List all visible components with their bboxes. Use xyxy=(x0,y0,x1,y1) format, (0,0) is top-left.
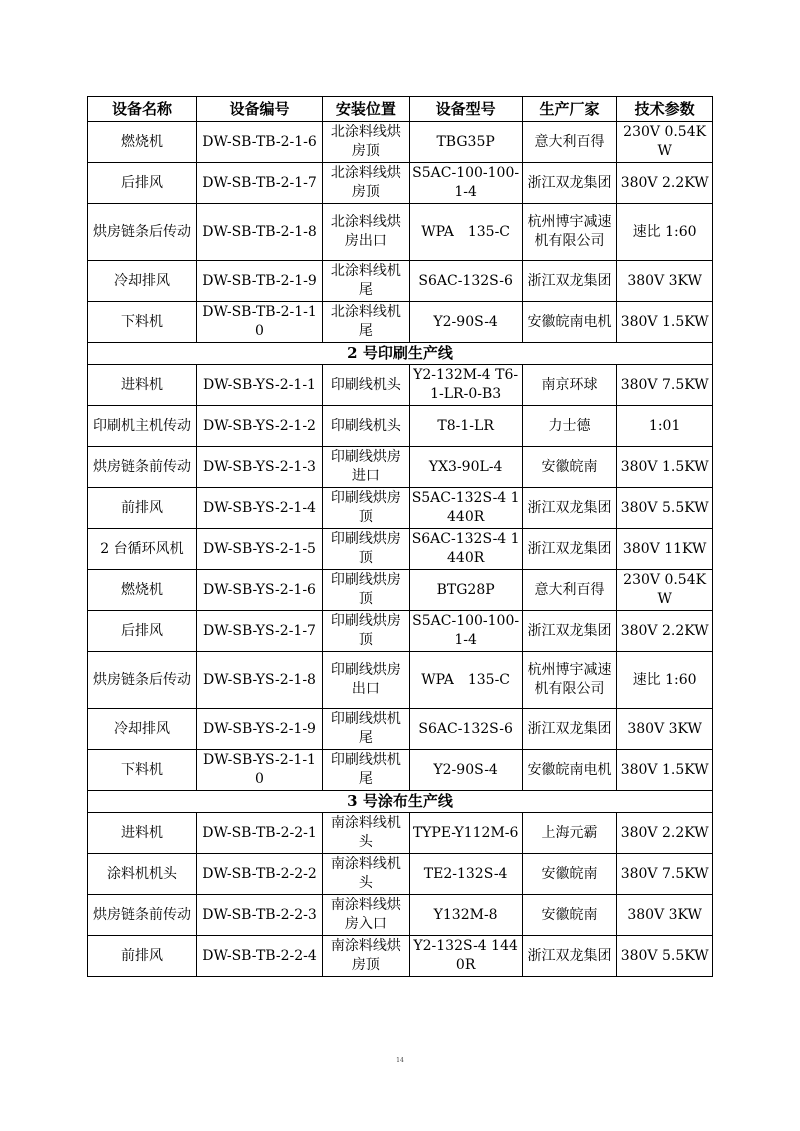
section-row xyxy=(88,343,713,365)
table-cell: Y2-132M-4 T6-1-LR-0-B3 xyxy=(409,365,522,406)
header-cell: 生产厂家 xyxy=(522,97,617,122)
table-row xyxy=(88,488,713,529)
table-cell: DW-SB-YS-2-1-10 xyxy=(196,750,322,791)
table-row xyxy=(88,652,713,709)
header-cell: 设备编号 xyxy=(196,97,322,122)
table-cell: 速比 1:60 xyxy=(617,652,713,709)
table-cell: 380V 3KW xyxy=(617,709,713,750)
table-cell: 380V 1.5KW xyxy=(617,447,713,488)
table-cell: YX3-90L-4 xyxy=(409,447,522,488)
table-cell: 380V 11KW xyxy=(617,529,713,570)
table-cell: 印刷线烘房进口 xyxy=(323,447,410,488)
table-cell: DW-SB-YS-2-1-2 xyxy=(196,406,322,447)
table-cell: 380V 5.5KW xyxy=(617,936,713,977)
table-row xyxy=(88,447,713,488)
table-cell: 北涂料线烘房顶 xyxy=(323,163,410,204)
table-cell: 北涂料线烘房出口 xyxy=(323,204,410,261)
table-header-row xyxy=(88,97,713,122)
table-cell: 印刷线烘房顶 xyxy=(323,488,410,529)
table-cell: 南涂料线机头 xyxy=(323,813,410,854)
table-cell: TE2-132S-4 xyxy=(409,854,522,895)
table-row xyxy=(88,936,713,977)
table-cell: DW-SB-TB-2-1-9 xyxy=(196,261,322,302)
table-cell: 380V 2.2KW xyxy=(617,813,713,854)
table-cell: 浙江双龙集团 xyxy=(522,709,617,750)
table-cell: 浙江双龙集团 xyxy=(522,163,617,204)
table-cell: 印刷线烘房出口 xyxy=(323,652,410,709)
table-cell: 380V 5.5KW xyxy=(617,488,713,529)
table-row xyxy=(88,854,713,895)
table-body xyxy=(88,122,713,977)
equipment-table xyxy=(87,96,713,977)
table-row xyxy=(88,122,713,163)
section-title: 2 号印刷生产线 xyxy=(88,343,713,365)
table-cell: DW-SB-YS-2-1-5 xyxy=(196,529,322,570)
table-cell: 北涂料线机尾 xyxy=(323,261,410,302)
table-cell: 前排风 xyxy=(88,936,197,977)
table-cell: 安徽皖南 xyxy=(522,854,617,895)
table-cell: 杭州博宇减速机有限公司 xyxy=(522,204,617,261)
table-cell: 印刷线烘房顶 xyxy=(323,611,410,652)
table-row xyxy=(88,163,713,204)
table-cell: DW-SB-YS-2-1-8 xyxy=(196,652,322,709)
table-cell: 浙江双龙集团 xyxy=(522,488,617,529)
header-cell: 技术参数 xyxy=(617,97,713,122)
table-cell: DW-SB-TB-2-1-10 xyxy=(196,302,322,343)
table-cell: 燃烧机 xyxy=(88,570,197,611)
section-title: 3 号涂布生产线 xyxy=(88,791,713,813)
table-cell: 2 台循环风机 xyxy=(88,529,197,570)
table-cell: DW-SB-TB-2-2-3 xyxy=(196,895,322,936)
table-cell: 1:01 xyxy=(617,406,713,447)
table-cell: DW-SB-YS-2-1-6 xyxy=(196,570,322,611)
table-cell: 浙江双龙集团 xyxy=(522,936,617,977)
table-cell: 涂料机机头 xyxy=(88,854,197,895)
table-cell: 380V 1.5KW xyxy=(617,302,713,343)
table-cell: 前排风 xyxy=(88,488,197,529)
table-cell: 380V 3KW xyxy=(617,261,713,302)
table-cell: DW-SB-TB-2-2-1 xyxy=(196,813,322,854)
table-cell: 速比 1:60 xyxy=(617,204,713,261)
table-cell: 印刷线烘机尾 xyxy=(323,750,410,791)
table-row xyxy=(88,365,713,406)
table-cell: S6AC-132S-4 1440R xyxy=(409,529,522,570)
table-cell: 下料机 xyxy=(88,750,197,791)
table-cell: DW-SB-YS-2-1-4 xyxy=(196,488,322,529)
table-cell: S6AC-132S-6 xyxy=(409,709,522,750)
table-row xyxy=(88,529,713,570)
table-cell: 印刷线机头 xyxy=(323,406,410,447)
table-cell: 燃烧机 xyxy=(88,122,197,163)
table-cell: 上海元霸 xyxy=(522,813,617,854)
table-cell: 进料机 xyxy=(88,365,197,406)
header-cell: 安装位置 xyxy=(323,97,410,122)
table-cell: 印刷线烘房顶 xyxy=(323,529,410,570)
table-cell: 安徽皖南 xyxy=(522,447,617,488)
table-cell: 冷却排风 xyxy=(88,709,197,750)
table-cell: 南涂料线机头 xyxy=(323,854,410,895)
table-cell: 意大利百得 xyxy=(522,570,617,611)
table-cell: Y132M-8 xyxy=(409,895,522,936)
table-cell: 南涂料线烘房入口 xyxy=(323,895,410,936)
header-cell: 设备名称 xyxy=(88,97,197,122)
table-cell: 后排风 xyxy=(88,163,197,204)
table-cell: 380V 2.2KW xyxy=(617,611,713,652)
table-cell: DW-SB-TB-2-2-4 xyxy=(196,936,322,977)
table-cell: 冷却排风 xyxy=(88,261,197,302)
table-cell: 380V 3KW xyxy=(617,895,713,936)
table-cell: 380V 1.5KW xyxy=(617,750,713,791)
table-cell: 烘房链条后传动 xyxy=(88,652,197,709)
table-cell: 下料机 xyxy=(88,302,197,343)
table-cell: 意大利百得 xyxy=(522,122,617,163)
table-cell: WPA 135-C xyxy=(409,204,522,261)
table-cell: DW-SB-YS-2-1-7 xyxy=(196,611,322,652)
table-cell: 印刷线机头 xyxy=(323,365,410,406)
table-row xyxy=(88,611,713,652)
table-cell: 380V 2.2KW xyxy=(617,163,713,204)
table-cell: 380V 7.5KW xyxy=(617,365,713,406)
table-cell: 印刷线烘房顶 xyxy=(323,570,410,611)
section-row xyxy=(88,791,713,813)
table-cell: TYPE-Y112M-6 xyxy=(409,813,522,854)
table-cell: DW-SB-TB-2-1-8 xyxy=(196,204,322,261)
table-cell: TBG35P xyxy=(409,122,522,163)
table-row xyxy=(88,750,713,791)
table-row xyxy=(88,261,713,302)
table-cell: 南京环球 xyxy=(522,365,617,406)
table-cell: 印刷机主机传动 xyxy=(88,406,197,447)
table-cell: 后排风 xyxy=(88,611,197,652)
table-row xyxy=(88,204,713,261)
table-cell: 230V 0.54KW xyxy=(617,122,713,163)
table-cell: Y2-90S-4 xyxy=(409,750,522,791)
table-row xyxy=(88,895,713,936)
table-cell: 安徽皖南电机 xyxy=(522,750,617,791)
table-cell: BTG28P xyxy=(409,570,522,611)
table-cell: 北涂料线烘房顶 xyxy=(323,122,410,163)
table-cell: 浙江双龙集团 xyxy=(522,529,617,570)
table-cell: 浙江双龙集团 xyxy=(522,261,617,302)
table-cell: Y2-132S-4 1440R xyxy=(409,936,522,977)
table-cell: DW-SB-TB-2-2-2 xyxy=(196,854,322,895)
table-cell: 380V 7.5KW xyxy=(617,854,713,895)
table-cell: 安徽皖南 xyxy=(522,895,617,936)
table-row xyxy=(88,570,713,611)
table-cell: 烘房链条前传动 xyxy=(88,447,197,488)
table-cell: S5AC-100-100-1-4 xyxy=(409,611,522,652)
table-cell: 北涂料线机尾 xyxy=(323,302,410,343)
table-cell: T8-1-LR xyxy=(409,406,522,447)
table-cell: 力士德 xyxy=(522,406,617,447)
table-cell: DW-SB-YS-2-1-9 xyxy=(196,709,322,750)
table-cell: Y2-90S-4 xyxy=(409,302,522,343)
table-cell: DW-SB-TB-2-1-6 xyxy=(196,122,322,163)
table-cell: 印刷线烘机尾 xyxy=(323,709,410,750)
table-row xyxy=(88,302,713,343)
table-cell: S6AC-132S-6 xyxy=(409,261,522,302)
table-cell: S5AC-100-100-1-4 xyxy=(409,163,522,204)
table-cell: 烘房链条前传动 xyxy=(88,895,197,936)
header-cell: 设备型号 xyxy=(409,97,522,122)
table-cell: 安徽皖南电机 xyxy=(522,302,617,343)
table-cell: 南涂料线烘房顶 xyxy=(323,936,410,977)
table-row xyxy=(88,709,713,750)
table-cell: DW-SB-YS-2-1-1 xyxy=(196,365,322,406)
table-cell: 230V 0.54KW xyxy=(617,570,713,611)
table-cell: DW-SB-TB-2-1-7 xyxy=(196,163,322,204)
table-cell: DW-SB-YS-2-1-3 xyxy=(196,447,322,488)
table-cell: 进料机 xyxy=(88,813,197,854)
table-row xyxy=(88,813,713,854)
table-cell: 烘房链条后传动 xyxy=(88,204,197,261)
table-cell: 浙江双龙集团 xyxy=(522,611,617,652)
table-cell: 杭州博宇减速机有限公司 xyxy=(522,652,617,709)
page-number: 14 xyxy=(396,1057,404,1064)
table-row xyxy=(88,406,713,447)
table-cell: S5AC-132S-4 1440R xyxy=(409,488,522,529)
table-cell: WPA 135-C xyxy=(409,652,522,709)
